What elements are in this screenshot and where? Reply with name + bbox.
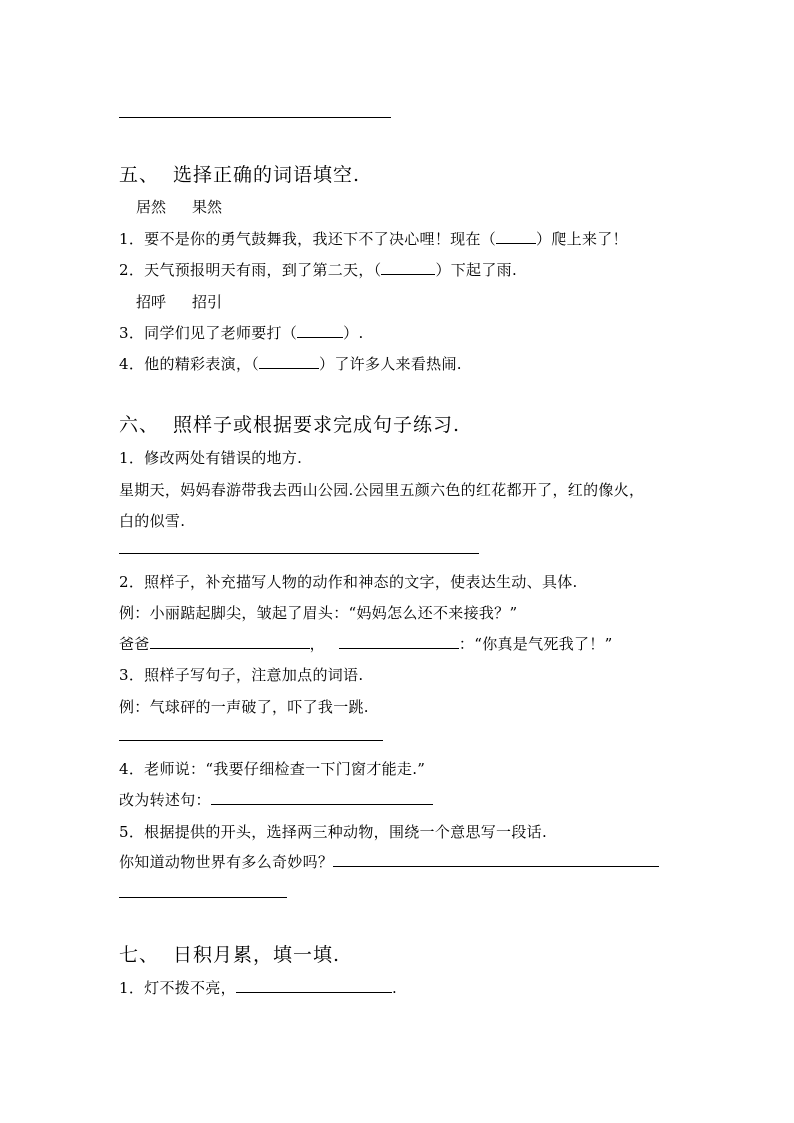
answer-line-6-3[interactable] [119, 740, 383, 741]
question-6-3-prompt: 3．照样子写句子，注意加点的词语. [119, 666, 364, 684]
question-text: 你知道动物世界有多么奇妙吗？ [119, 853, 334, 871]
question-text: 3．同学们见了老师要打（ [119, 324, 298, 342]
question-6-5-prompt: 5．根据提供的开头，选择两三种动物，围绕一个意思写一段话. [119, 823, 548, 841]
word-options-group-1 [136, 196, 248, 217]
word-option: 果然 [192, 198, 223, 216]
section-five-title: 选择正确的词语填空. [173, 164, 361, 186]
word-option: 招呼 [136, 293, 167, 311]
fill-blank[interactable] [259, 356, 319, 369]
answer-line-top[interactable] [119, 117, 391, 118]
answer-line-6-1[interactable] [119, 553, 479, 554]
section-seven-number: 七、 [119, 944, 160, 966]
section-seven-heading [119, 940, 340, 967]
question-text: 爸爸 [119, 635, 150, 653]
question-text: ）下起了雨. [435, 261, 518, 279]
question-6-1-prompt: 1．修改两处有错误的地方. [119, 449, 303, 467]
question-text: 1．要不是你的勇气鼓舞我，我还下不了决心哩！现在（ [119, 230, 497, 248]
question-text: . [391, 979, 398, 997]
question-6-5-fill [119, 851, 659, 872]
fill-blank[interactable] [496, 231, 536, 244]
question-6-2-prompt: 2．照样子，补充描写人物的动作和神态的文字，使表达生动、具体. [119, 573, 578, 591]
question-5-3 [119, 322, 364, 343]
question-text: ：“你真是气死我了！” [458, 635, 613, 653]
question-6-3-example: 例：气球砰的一声破了，吓了我一跳. [119, 698, 369, 716]
question-5-2 [119, 259, 517, 280]
question-6-4-prompt: 4．老师说：“我要仔细检查一下门窗才能走.” [119, 760, 426, 778]
answer-line-6-5[interactable] [119, 897, 287, 898]
question-text: 4．他的精彩表演，（ [119, 355, 260, 373]
fill-blank[interactable] [333, 854, 659, 867]
word-option: 居然 [136, 198, 167, 216]
section-six-title: 照样子或根据要求完成句子练习. [173, 414, 461, 436]
question-6-2-fill [119, 633, 613, 654]
fill-blank-expression[interactable] [339, 636, 459, 649]
section-six-heading [119, 410, 460, 437]
question-text: 改为转述句： [119, 791, 211, 809]
word-options-group-2 [136, 291, 248, 312]
question-text: ）了许多人来看热闹. [319, 355, 462, 373]
question-5-1 [119, 228, 628, 249]
question-6-1-sentence-line-2: 白的似雪. [119, 512, 186, 530]
section-five-heading [119, 160, 360, 187]
fill-blank[interactable] [236, 980, 392, 993]
section-five-number: 五、 [119, 164, 160, 186]
question-6-2-example: 例：小丽踮起脚尖，皱起了眉头：“妈妈怎么还不来接我？” [119, 604, 518, 622]
question-7-1 [119, 977, 397, 998]
question-text: ）. [343, 324, 364, 342]
fill-blank-action[interactable] [150, 636, 310, 649]
question-text: 1．灯不拨不亮， [119, 979, 236, 997]
question-text: 2．天气预报明天有雨，到了第二天，（ [119, 261, 382, 279]
section-seven-title: 日积月累，填一填. [173, 944, 341, 966]
fill-blank[interactable] [381, 262, 435, 275]
fill-blank[interactable] [211, 792, 433, 805]
question-text: ， [309, 635, 325, 653]
word-option: 招引 [192, 293, 223, 311]
question-text: ）爬上来了！ [536, 230, 628, 248]
question-6-4-fill [119, 789, 433, 810]
question-5-4 [119, 353, 462, 374]
section-six-number: 六、 [119, 414, 160, 436]
fill-blank[interactable] [297, 325, 343, 338]
question-6-1-sentence-line-1: 星期天，妈妈春游带我去西山公园.公园里五颜六色的红花都开了，红的像火， [119, 481, 645, 499]
